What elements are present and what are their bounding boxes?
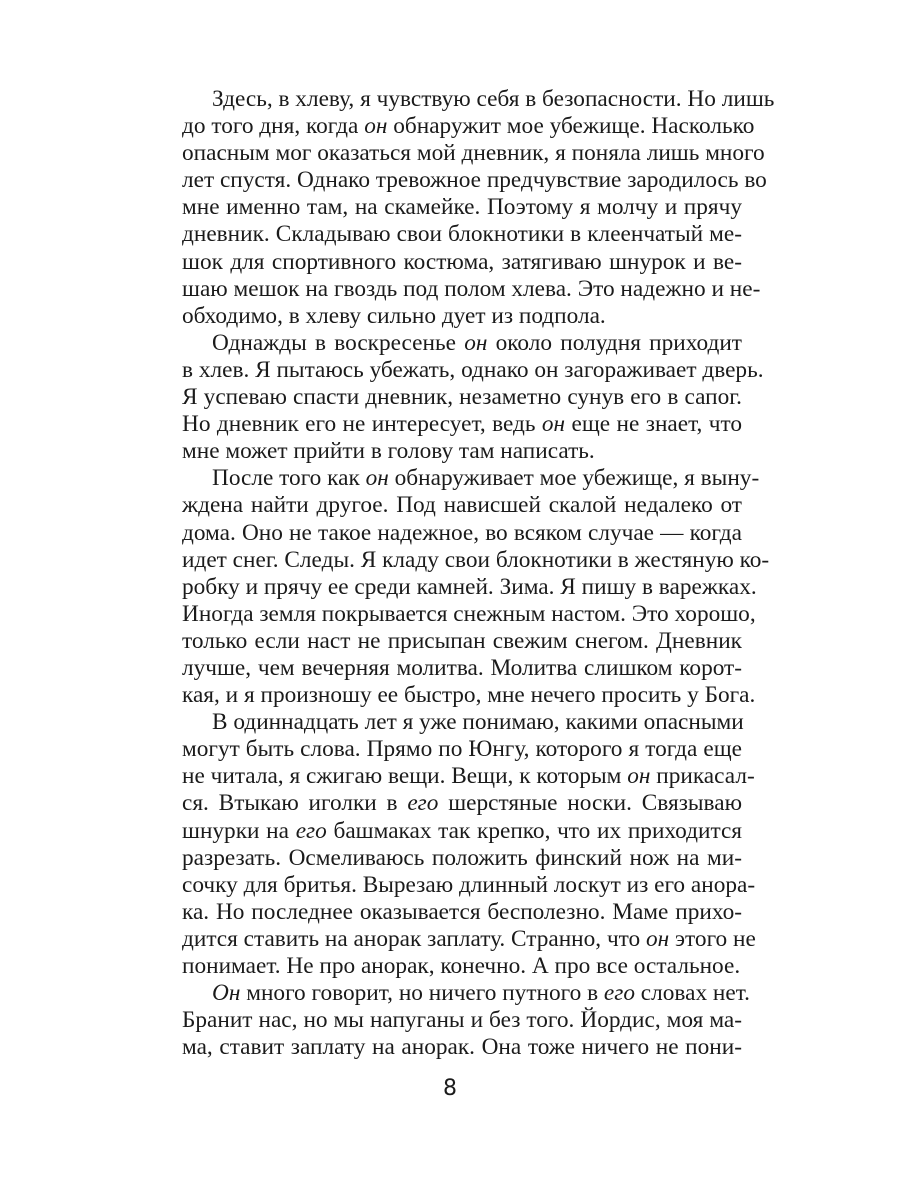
text-segment: понимает. Не про анорак, конечно. А про все остальное. [182, 953, 741, 979]
text-segment: около полудня приходит [487, 329, 742, 356]
text-line [182, 384, 742, 411]
text-line [182, 573, 757, 601]
text-line [182, 86, 775, 113]
text-segment: дится ставить на анорак заплату. Странно, что [182, 925, 647, 952]
page-body [182, 86, 775, 1061]
text-segment: обнаруживает мое убежище, я выну- [388, 465, 760, 492]
text-line [182, 818, 742, 845]
text-line [182, 411, 742, 438]
text-segment: обнаружит мое убежище. Насколько [387, 113, 755, 140]
italic-word: его [407, 790, 439, 817]
text-line [182, 546, 770, 574]
text-segment: много говорит, но ничего путного в [240, 980, 604, 1007]
text-line [182, 655, 742, 682]
text-segment: идет снег. Следы. Я кладу свои блокнотики в жестяную ко- [182, 546, 770, 573]
text-line [182, 709, 742, 736]
text-line [182, 871, 756, 899]
text-segment: сочку для бритья. Вырезаю длинный лоскут из его анора- [182, 871, 756, 898]
text-segment: мне именно там, на скамейке. Поэтому я молчу и прячу [182, 194, 742, 221]
text-segment: не читала, я сжигаю вещи. Вещи, к которым [182, 763, 628, 790]
text-segment: опасным мог оказаться мой дневник, я поняла лишь много [182, 140, 765, 167]
text-segment: до того дня, когда [182, 113, 365, 140]
italic-word: он [464, 329, 488, 356]
text-line [182, 736, 742, 763]
text-line [182, 140, 765, 167]
text-segment: могут быть слова. Прямо по Юнгу, которого я тогда еще [182, 736, 742, 763]
italic-word: он [627, 763, 651, 790]
text-segment: Здесь, в хлеву, я чувствую себя в безопасности. Но лишь [212, 86, 775, 112]
text-segment: в хлев. Я пытаюсь убежать, однако он загораживает дверь. [182, 356, 764, 383]
text-line [182, 628, 742, 655]
text-line [182, 845, 742, 872]
text-segment: обходимо, в хлеву сильно дует из подпола. [182, 302, 606, 329]
page-number: 8 [443, 1076, 457, 1101]
text-segment: прикасал- [650, 763, 755, 790]
text-segment: словах нет. [634, 980, 750, 1007]
text-line [182, 221, 742, 248]
italic-word: он [364, 113, 388, 140]
italic-word: его [295, 817, 327, 844]
text-line [182, 600, 756, 628]
text-line [182, 167, 767, 194]
text-segment: лет спустя. Однако тревожное предчувствие зародилось во [182, 167, 767, 194]
text-line [182, 980, 750, 1007]
italic-word: он [365, 465, 389, 492]
text-line [182, 790, 742, 817]
text-segment: шерстяные носки. Связываю [438, 790, 742, 817]
text-segment: ждена найти другое. Под нависшей скалой недалеко от [182, 492, 742, 519]
text-segment: шнурки на [182, 817, 296, 844]
text-line [182, 899, 742, 926]
text-line [182, 492, 742, 519]
text-segment: Иногда земля покрывается снежным настом. Это хорошо, [182, 600, 756, 627]
text-line [182, 249, 742, 276]
text-segment: этого не [669, 925, 756, 952]
text-segment: Я успеваю спасти дневник, незаметно сунув его в сапог. [182, 384, 742, 411]
paragraph [182, 329, 764, 465]
text-segment: ся. Втыкаю иголки в [182, 790, 408, 817]
paragraph [182, 709, 756, 980]
text-line [182, 763, 755, 790]
text-line [182, 275, 761, 303]
italic-word: он [541, 411, 566, 438]
italic-word: Он [212, 980, 241, 1007]
text-segment: только если наст не присыпан свежим снегом. Дневник [182, 627, 742, 654]
text-segment: еще не знает, что [565, 411, 742, 438]
text-line [182, 682, 756, 709]
text-segment: дневник. Складываю свои блокнотики в клеенчатый ме- [182, 221, 742, 248]
text-segment: кая, и я произношу ее быстро, мне нечего просить у Бога. [182, 682, 756, 709]
text-line [182, 953, 742, 980]
text-segment: Однажды в воскресенье [212, 329, 465, 356]
text-line [182, 465, 760, 492]
text-line [182, 330, 742, 357]
text-segment: дома. Оно не такое надежное, во всяком случае — когда [182, 519, 742, 546]
text-segment: Но дневник его не интересует, ведь [182, 411, 542, 438]
paragraph [182, 465, 770, 709]
text-segment: разрезать. Осмеливаюсь положить финский нож на ми- [182, 844, 742, 871]
text-line [182, 356, 764, 384]
text-segment: После того как [212, 465, 366, 492]
text-segment: В одиннадцать лет я уже понимаю, какими опасными [212, 709, 744, 736]
paragraph [182, 86, 775, 330]
text-line [182, 303, 742, 330]
italic-word: его [603, 980, 635, 1007]
text-line [182, 113, 755, 140]
paragraph [182, 980, 750, 1061]
text-line [182, 194, 742, 221]
text-segment: Бранит нас, но мы напуганы и без того. Йордис, моя ма- [182, 1007, 742, 1034]
text-segment: шок для спортивного костюма, затягиваю шнурок и ве- [182, 248, 742, 275]
text-segment: башмаках так крепко, что их приходится [326, 817, 743, 844]
text-segment: ма, ставит заплату на анорак. Она тоже ничего не пони- [182, 1034, 742, 1061]
text-line [182, 925, 756, 953]
text-line [182, 520, 742, 547]
text-line [182, 1034, 742, 1061]
text-segment: мне может прийти в голову там написать. [182, 438, 595, 465]
text-segment: ка. Но последнее оказывается бесполезно. Маме прихо- [182, 898, 742, 925]
text-segment: робку и прячу ее среди камней. Зима. Я пишу в варежках. [182, 573, 757, 600]
italic-word: он [646, 925, 670, 952]
text-line [182, 1007, 742, 1034]
text-segment: лучше, чем вечерняя молитва. Молитва слишком корот- [182, 654, 742, 681]
text-line [182, 438, 742, 465]
text-segment: шаю мешок на гвоздь под полом хлева. Это надежно и не- [182, 275, 761, 302]
